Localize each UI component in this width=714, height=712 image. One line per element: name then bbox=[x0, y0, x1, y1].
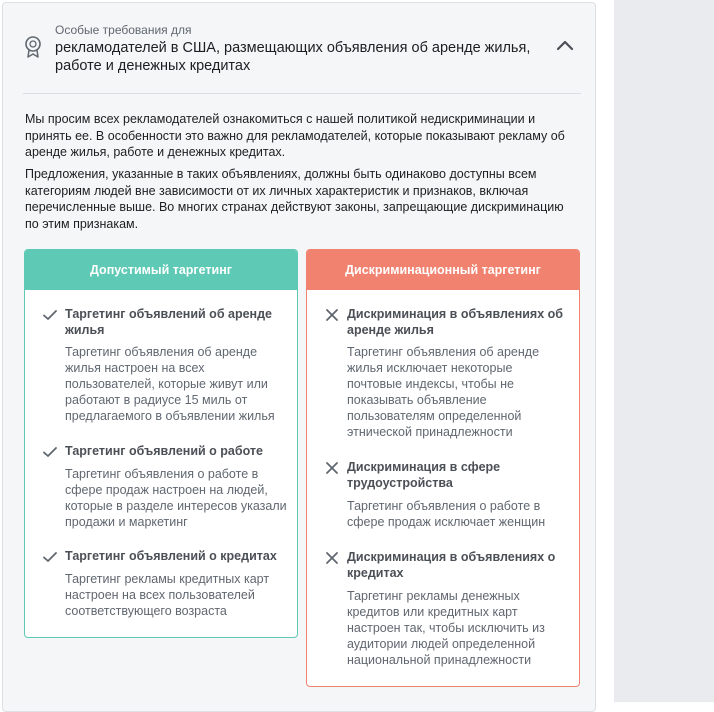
allowed-item-title: Таргетинг объявлений о работе bbox=[65, 444, 263, 458]
check-icon bbox=[43, 445, 57, 459]
allowed-item-title: Таргетинг объявлений об аренде жилья bbox=[65, 307, 272, 337]
special-requirements-panel bbox=[2, 2, 596, 712]
discriminatory-item-title: Дискриминация в объявлениях о кредитах bbox=[347, 550, 556, 580]
discriminatory-item-description: Таргетинг объявления об аренде жилья исключает некоторые почтовые индексы, чтобы не показывать объявление пользователям определенной этнической принадлежности bbox=[347, 345, 540, 439]
allowed-item-description: Таргетинг рекламы кредитных карт настроен на всех пользователей соответствующего возраста bbox=[65, 572, 270, 618]
header-title: рекламодателей в США, размещающих объявления об аренде жилья, работе и денежных кредитах bbox=[55, 40, 531, 74]
section-header[interactable] bbox=[23, 21, 581, 94]
allowed-item-description: Таргетинг объявления о работе в сфере продаж настроен на людей, которые в разделе интересов указали продажи и маркетинг bbox=[65, 467, 287, 529]
discriminatory-targeting-heading: Дискриминационный таргетинг bbox=[307, 250, 579, 290]
check-icon bbox=[43, 550, 57, 564]
discriminatory-item-title: Дискриминация в объявлениях об аренде жилья bbox=[347, 307, 563, 337]
allowed-item-description: Таргетинг объявления об аренде жилья настроен на всех пользователей, которые живут или работают в радиусе 15 миль от предлагаемого в объявлении жилья bbox=[65, 345, 275, 423]
discriminatory-targeting-column bbox=[306, 249, 580, 687]
page-background-right bbox=[614, 0, 714, 702]
cross-icon bbox=[325, 461, 339, 475]
chevron-up-icon[interactable] bbox=[555, 37, 575, 53]
allowed-item-title: Таргетинг объявлений о кредитах bbox=[65, 549, 277, 563]
discriminatory-item-description: Таргетинг объявления о работе в сфере продаж исключает женщин bbox=[347, 499, 546, 529]
intro-paragraph-2: Предложения, указанные в таких объявлениях, должны быть одинаково доступны всем категориям людей вне зависимости от их личных характеристик и признаков, включая перечисленные выше. Во многих странах действуют законы, запрещающие дискриминацию по этим признакам. bbox=[25, 167, 564, 231]
intro-paragraph-1: Мы просим всех рекламодателей ознакомиться с нашей политикой недискриминации и принять ее. В особенности это важно для рекламодателей, которые показывают рекламу об аренде жилья, работе и денежных кредитах. bbox=[25, 112, 565, 159]
allowed-targeting-heading: Допустимый таргетинг bbox=[25, 250, 297, 290]
discriminatory-item-title: Дискриминация в сфере трудоустройства bbox=[347, 460, 501, 490]
cross-icon bbox=[325, 308, 339, 322]
check-icon bbox=[43, 308, 57, 322]
header-small-label: Особые требования для bbox=[55, 23, 192, 37]
discriminatory-item-description: Таргетинг рекламы денежных кредитов или кредитных карт настроен так, чтобы исключить из аудитории людей определенной национальной принадлежности bbox=[347, 589, 545, 667]
allowed-targeting-column bbox=[24, 249, 298, 638]
badge-icon bbox=[23, 35, 43, 59]
cross-icon bbox=[325, 551, 339, 565]
